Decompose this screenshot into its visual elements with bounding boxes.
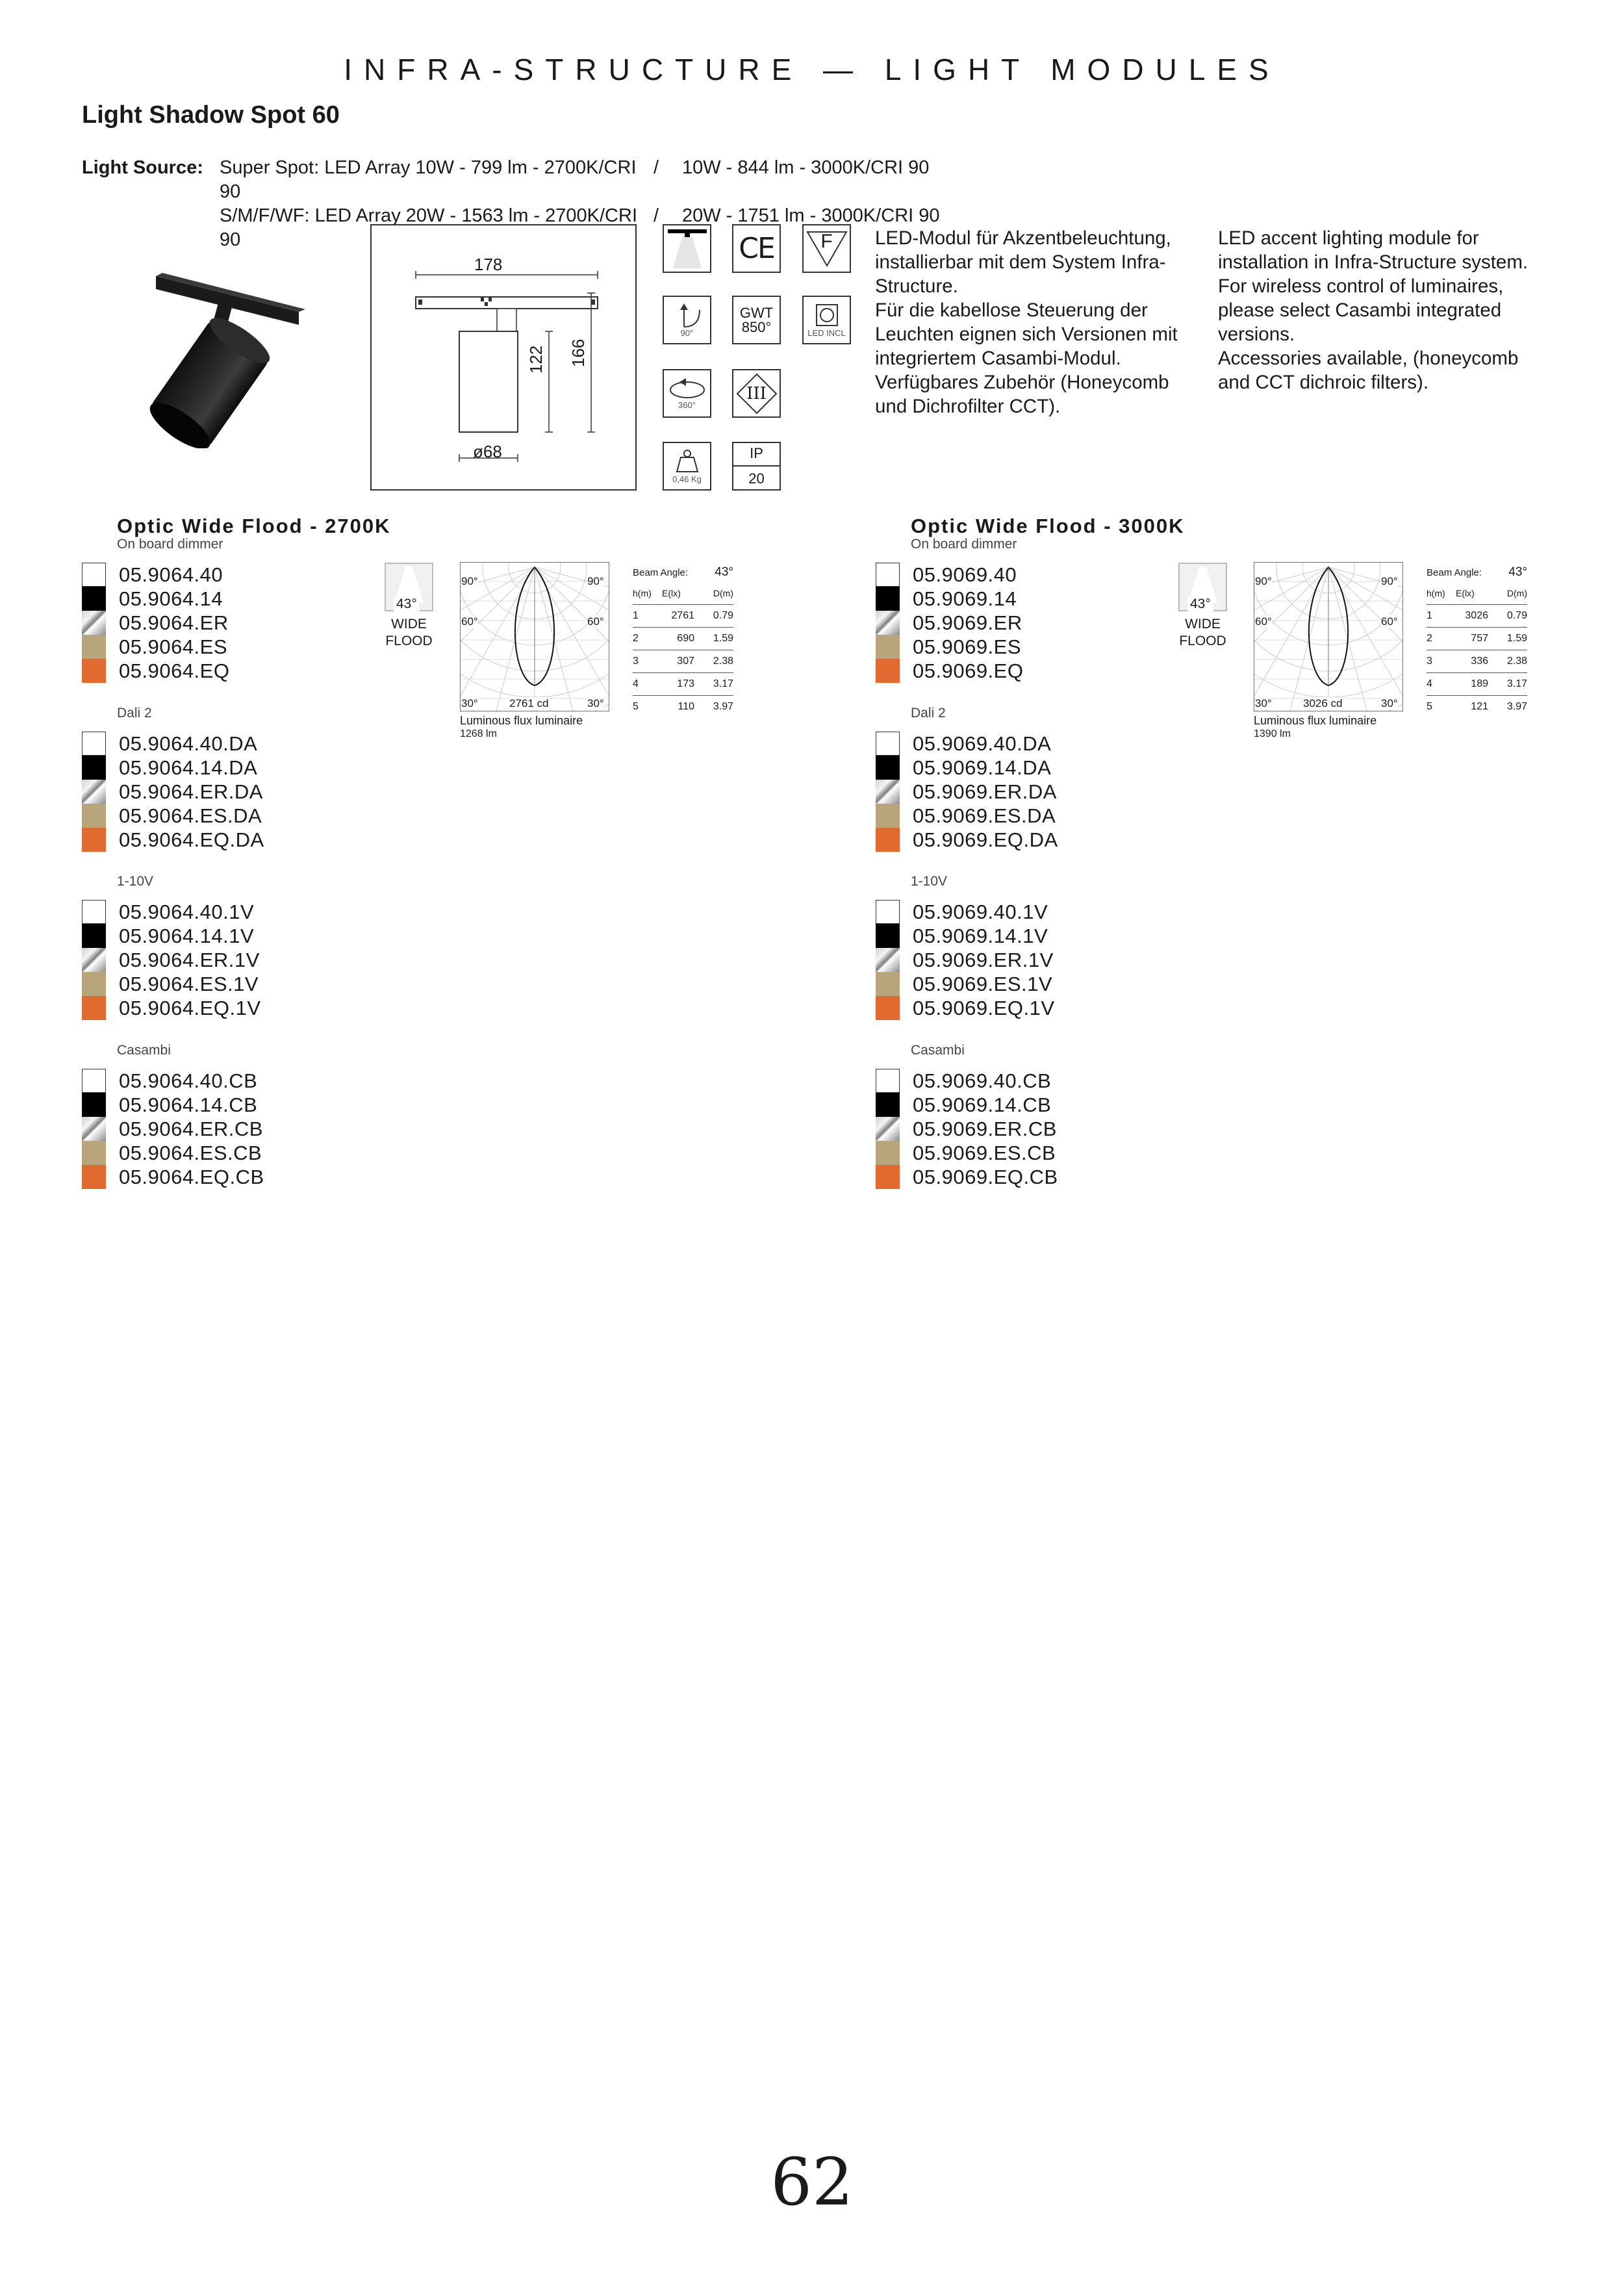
table-cell: 5 bbox=[633, 701, 639, 712]
product-code-row bbox=[876, 972, 1052, 996]
table-row bbox=[1427, 673, 1527, 696]
finish-swatch-white bbox=[82, 732, 106, 756]
flux-value: 1268 lm bbox=[460, 728, 497, 739]
optic-title: Optic Wide Flood - 3000K bbox=[911, 515, 1185, 537]
beam-name bbox=[1172, 616, 1234, 650]
table-row bbox=[633, 696, 733, 718]
polar-label: 60° bbox=[1381, 615, 1398, 628]
finish-swatch-chrome bbox=[82, 948, 106, 972]
finish-swatch-chrome bbox=[876, 780, 900, 804]
table-cell: 757 bbox=[1471, 633, 1488, 644]
tilt-angle-icon bbox=[663, 296, 711, 344]
finish-swatch-copper bbox=[82, 1165, 106, 1189]
table-header: E(lx) bbox=[1456, 588, 1475, 598]
table-header-row bbox=[633, 582, 733, 605]
finish-swatch-gold bbox=[82, 804, 106, 828]
finish-swatch-black bbox=[876, 756, 900, 780]
product-code: 05.9069.EQ.1V bbox=[913, 996, 1055, 1019]
table-header: h(m) bbox=[633, 588, 652, 598]
finish-swatch-white bbox=[876, 1069, 900, 1093]
tilt-angle-text: 90° bbox=[680, 328, 694, 338]
product-code-row bbox=[82, 756, 257, 780]
finish-swatch-white bbox=[876, 900, 900, 924]
table-header: h(m) bbox=[1427, 588, 1445, 598]
product-code-row bbox=[876, 587, 1017, 611]
table-cell: 3 bbox=[633, 656, 639, 667]
finish-swatch-gold bbox=[876, 804, 900, 828]
product-code-row bbox=[876, 659, 1023, 683]
product-code-row bbox=[82, 996, 261, 1020]
description-en-line: and CCT dichroic filters). bbox=[1218, 372, 1429, 393]
description-de-line: Verfügbares Zubehör (Honeycomb bbox=[875, 372, 1169, 393]
table-row bbox=[1427, 628, 1527, 650]
polar-label: 30° bbox=[1381, 697, 1398, 709]
light-source-row1-col1: Super Spot: LED Array 10W - 799 lm - 2700K/CRI 90 bbox=[220, 157, 637, 202]
product-code: 05.9069.14.1V bbox=[913, 924, 1048, 947]
polar-label: 60° bbox=[1255, 615, 1272, 628]
product-code: 05.9064.40.CB bbox=[119, 1069, 258, 1092]
finish-swatch-copper bbox=[82, 996, 106, 1020]
table-cell: 3 bbox=[1427, 656, 1432, 667]
table-cell: 1.59 bbox=[713, 633, 733, 644]
description-en bbox=[1218, 226, 1556, 394]
product-code: 05.9064.40.DA bbox=[119, 732, 258, 755]
product-code: 05.9064.14.1V bbox=[119, 924, 255, 947]
table-cell: 4 bbox=[633, 678, 639, 689]
table-cell: 4 bbox=[1427, 678, 1432, 689]
finish-swatch-chrome bbox=[82, 611, 106, 635]
gwt-value: 850° bbox=[741, 318, 772, 335]
group-label: Casambi bbox=[117, 1043, 171, 1058]
light-source-row1-col2: 10W - 844 lm - 3000K/CRI 90 bbox=[682, 157, 930, 178]
product-code-row bbox=[82, 1165, 264, 1189]
illuminance-table bbox=[633, 563, 733, 718]
finish-swatch-white bbox=[82, 900, 106, 924]
f-mark-text: F bbox=[820, 231, 833, 252]
f-mark-icon bbox=[802, 224, 851, 273]
led-incl-icon bbox=[802, 296, 851, 344]
light-source-row2-col1: S/M/F/WF: LED Array 20W - 1563 lm - 2700K/CRI 90 bbox=[220, 205, 637, 250]
product-code-row bbox=[82, 587, 223, 611]
product-code-row bbox=[876, 996, 1055, 1020]
product-code-row bbox=[876, 1093, 1051, 1117]
product-code: 05.9064.EQ.1V bbox=[119, 996, 261, 1019]
finish-swatch-copper bbox=[876, 996, 900, 1020]
polar-label: 90° bbox=[461, 575, 478, 587]
product-code: 05.9064.ER.DA bbox=[119, 780, 263, 803]
finish-swatch-chrome bbox=[82, 780, 106, 804]
beam-angle-label: 43° bbox=[1187, 596, 1213, 612]
product-code-row bbox=[82, 900, 254, 924]
group-label: On board dimmer bbox=[117, 537, 223, 552]
table-cell: 121 bbox=[1471, 701, 1488, 712]
product-code-row bbox=[876, 900, 1048, 924]
description-de-line: Leuchten eignen sich Versionen mit bbox=[875, 324, 1178, 345]
finish-swatch-gold bbox=[876, 635, 900, 659]
light-source-row2-col2: 20W - 1751 lm - 3000K/CRI 90 bbox=[682, 205, 940, 226]
table-row bbox=[633, 605, 733, 628]
description-de-line: Für die kabellose Steuerung der bbox=[875, 300, 1148, 321]
description-de-line: integriertem Casambi-Modul. bbox=[875, 348, 1121, 369]
product-code: 05.9064.14 bbox=[119, 587, 223, 610]
product-code-row bbox=[82, 659, 229, 683]
product-photo bbox=[117, 260, 312, 448]
product-code-row bbox=[82, 563, 223, 587]
ip-value: 20 bbox=[748, 470, 765, 487]
polar-label: 3026 cd bbox=[1303, 697, 1343, 709]
product-code: 05.9069.ER.CB bbox=[913, 1117, 1057, 1140]
table-cell: 2.38 bbox=[1506, 656, 1527, 667]
table-cell: 5 bbox=[1427, 701, 1432, 712]
table-cell: 1 bbox=[1427, 610, 1432, 621]
product-code-row bbox=[82, 1117, 263, 1141]
product-code: 05.9064.EQ bbox=[119, 659, 230, 682]
weight-icon bbox=[663, 442, 711, 491]
table-beam-value: 43° bbox=[1508, 565, 1527, 579]
description-en-line: Accessories available, (honeycomb bbox=[1218, 348, 1519, 369]
finish-swatch-gold bbox=[82, 972, 106, 996]
gwt-label: GWT bbox=[739, 304, 774, 321]
product-code-row bbox=[82, 780, 263, 804]
table-cell: 189 bbox=[1471, 678, 1488, 689]
product-code-row bbox=[876, 635, 1021, 659]
product-code: 05.9069.14 bbox=[913, 587, 1017, 610]
light-source-label: Light Source: bbox=[82, 157, 203, 178]
table-cell: 2.38 bbox=[713, 656, 733, 667]
weight-bag-icon bbox=[674, 448, 700, 474]
product-code: 05.9069.ER.1V bbox=[913, 948, 1054, 971]
product-code-row bbox=[82, 611, 229, 635]
product-code: 05.9064.40 bbox=[119, 563, 223, 586]
polar-label: 30° bbox=[461, 697, 478, 709]
table-header: E(lx) bbox=[662, 588, 681, 598]
product-code: 05.9064.ER.1V bbox=[119, 948, 260, 971]
finish-swatch-gold bbox=[82, 635, 106, 659]
table-cell: 2 bbox=[1427, 633, 1432, 644]
light-source-row2-sep: / bbox=[653, 205, 659, 226]
page-number: 62 bbox=[770, 2144, 854, 2220]
beam-name-line2: FLOOD bbox=[385, 633, 433, 648]
product-title: Light Shadow Spot 60 bbox=[82, 101, 340, 129]
weight-text: 0,46 Kg bbox=[672, 474, 702, 484]
finish-swatch-white bbox=[876, 732, 900, 756]
product-code-row bbox=[876, 828, 1058, 852]
table-header-row bbox=[1427, 582, 1527, 605]
optic-title: Optic Wide Flood - 2700K bbox=[117, 515, 391, 537]
product-code-row bbox=[876, 924, 1048, 948]
product-code: 05.9069.ER.DA bbox=[913, 780, 1057, 803]
finish-swatch-white bbox=[82, 1069, 106, 1093]
product-code: 05.9069.ES.DA bbox=[913, 804, 1056, 827]
product-code: 05.9064.EQ.CB bbox=[119, 1165, 264, 1188]
ip-rating-icon bbox=[732, 442, 781, 491]
product-code: 05.9064.ES.CB bbox=[119, 1141, 262, 1164]
product-code: 05.9069.14.CB bbox=[913, 1093, 1052, 1116]
table-cell: 173 bbox=[677, 678, 694, 689]
product-code: 05.9064.ES bbox=[119, 635, 228, 658]
group-label: Casambi bbox=[911, 1043, 965, 1058]
flux-value: 1390 lm bbox=[1254, 728, 1291, 739]
product-code: 05.9064.ES.DA bbox=[119, 804, 262, 827]
finish-swatch-white bbox=[876, 563, 900, 587]
product-code: 05.9069.40.DA bbox=[913, 732, 1052, 755]
table-cell: 1 bbox=[633, 610, 639, 621]
dim-width: 178 bbox=[474, 255, 503, 274]
table-cell: 1.59 bbox=[1506, 633, 1527, 644]
table-cell: 690 bbox=[677, 633, 694, 644]
finish-swatch-copper bbox=[876, 659, 900, 683]
product-code-row bbox=[82, 972, 259, 996]
class-text: III bbox=[746, 383, 767, 403]
product-code-row bbox=[876, 804, 1056, 828]
description-de bbox=[875, 226, 1213, 418]
finish-swatch-chrome bbox=[876, 948, 900, 972]
led-incl-text: LED INCL bbox=[807, 328, 846, 338]
product-code-row bbox=[82, 732, 257, 756]
product-code: 05.9069.40.CB bbox=[913, 1069, 1052, 1092]
beam-name-line1: WIDE bbox=[1185, 617, 1221, 632]
gwt-icon bbox=[732, 296, 781, 344]
product-code: 05.9064.ER bbox=[119, 611, 229, 634]
product-code-row bbox=[82, 635, 227, 659]
product-code-row bbox=[82, 1093, 257, 1117]
product-code-row bbox=[82, 1069, 257, 1093]
product-code: 05.9069.ES.1V bbox=[913, 972, 1053, 995]
flux-label: Luminous flux luminaire bbox=[1254, 714, 1377, 727]
rotation-ellipse-icon bbox=[668, 377, 707, 400]
spotlight-beam-icon bbox=[668, 229, 707, 268]
product-code-row bbox=[876, 732, 1051, 756]
product-code: 05.9069.EQ.CB bbox=[913, 1165, 1058, 1188]
finish-swatch-gold bbox=[876, 1141, 900, 1165]
table-cell: 2 bbox=[633, 633, 639, 644]
table-row bbox=[1427, 605, 1527, 628]
polar-label: 60° bbox=[587, 615, 604, 628]
description-de-line: und Dichrofilter CCT). bbox=[875, 396, 1061, 417]
dimension-drawing bbox=[370, 224, 637, 491]
description-de-line: installierbar mit dem System Infra- bbox=[875, 251, 1166, 273]
finish-swatch-copper bbox=[82, 659, 106, 683]
rotation-text: 360° bbox=[678, 400, 696, 410]
product-code-row bbox=[876, 780, 1057, 804]
product-code: 05.9069.40 bbox=[913, 563, 1017, 586]
finish-swatch-black bbox=[82, 756, 106, 780]
table-row bbox=[633, 650, 733, 673]
finish-swatch-copper bbox=[876, 1165, 900, 1189]
product-code-row bbox=[82, 804, 262, 828]
product-code-row bbox=[82, 924, 254, 948]
product-code: 05.9069.EQ bbox=[913, 659, 1024, 682]
product-code: 05.9064.40.1V bbox=[119, 900, 255, 923]
polar-label: 30° bbox=[1255, 697, 1272, 709]
table-header: D(m) bbox=[1506, 588, 1527, 598]
finish-swatch-chrome bbox=[876, 1117, 900, 1141]
finish-swatch-gold bbox=[82, 1141, 106, 1165]
finish-swatch-chrome bbox=[82, 1117, 106, 1141]
product-code-row bbox=[876, 563, 1017, 587]
polar-label: 60° bbox=[461, 615, 478, 628]
table-row bbox=[1427, 650, 1527, 673]
beam-name-line2: FLOOD bbox=[1179, 633, 1226, 648]
polar-label: 90° bbox=[1381, 575, 1398, 587]
finish-swatch-chrome bbox=[876, 611, 900, 635]
table-cell: 0.79 bbox=[1506, 610, 1527, 621]
light-source-row1-sep: / bbox=[653, 157, 659, 178]
product-code: 05.9069.ER bbox=[913, 611, 1022, 634]
table-cell: 3.97 bbox=[1506, 701, 1527, 712]
finish-swatch-black bbox=[82, 924, 106, 948]
class-iii-icon bbox=[732, 369, 781, 418]
ip-label: IP bbox=[750, 444, 763, 461]
group-label: On board dimmer bbox=[911, 537, 1017, 552]
led-chip-icon bbox=[814, 302, 840, 328]
description-en-line: versions. bbox=[1218, 324, 1295, 345]
dim-diameter: ø68 bbox=[473, 442, 502, 461]
page-header: INFRA-STRUCTURE — LIGHT MODULES bbox=[344, 53, 1280, 86]
product-code: 05.9064.ES.1V bbox=[119, 972, 259, 995]
description-en-line: please select Casambi integrated bbox=[1218, 300, 1502, 321]
table-cell: 307 bbox=[677, 656, 694, 667]
group-label: 1-10V bbox=[911, 874, 948, 889]
spot-light-icon bbox=[663, 224, 711, 273]
table-row bbox=[633, 628, 733, 650]
product-code: 05.9064.EQ.DA bbox=[119, 828, 264, 851]
description-en-line: For wireless control of luminaires, bbox=[1218, 275, 1504, 297]
product-code: 05.9064.14.DA bbox=[119, 756, 258, 779]
group-label: Dali 2 bbox=[117, 706, 152, 721]
table-cell: 3.17 bbox=[1506, 678, 1527, 689]
product-code-row bbox=[876, 1165, 1058, 1189]
table-beam-label: Beam Angle: bbox=[633, 567, 689, 578]
product-code-row bbox=[82, 948, 260, 972]
polar-label: 30° bbox=[587, 697, 604, 709]
product-code: 05.9064.ER.CB bbox=[119, 1117, 263, 1140]
description-de-line: LED-Modul für Akzentbeleuchtung, bbox=[875, 227, 1171, 249]
finish-swatch-black bbox=[82, 1093, 106, 1117]
table-cell: 3026 bbox=[1465, 610, 1488, 621]
group-label: 1-10V bbox=[117, 874, 154, 889]
product-code-row bbox=[876, 1141, 1056, 1165]
table-cell: 3.97 bbox=[713, 701, 733, 712]
product-code: 05.9069.40.1V bbox=[913, 900, 1048, 923]
description-en-line: installation in Infra-Structure system. bbox=[1218, 251, 1529, 273]
product-code-row bbox=[876, 611, 1022, 635]
finish-swatch-black bbox=[82, 587, 106, 611]
illuminance-table bbox=[1427, 563, 1527, 718]
ce-mark-text: CE bbox=[739, 232, 774, 265]
table-beam-value: 43° bbox=[715, 565, 733, 579]
product-code-row bbox=[82, 1141, 262, 1165]
product-code-row bbox=[876, 1117, 1057, 1141]
dim-height-total: 166 bbox=[568, 339, 588, 367]
beam-angle-label: 43° bbox=[394, 596, 420, 612]
description-en-line: LED accent lighting module for bbox=[1218, 227, 1479, 249]
product-code: 05.9064.14.CB bbox=[119, 1093, 258, 1116]
finish-swatch-black bbox=[876, 1093, 900, 1117]
dim-height-body: 122 bbox=[526, 345, 546, 374]
finish-swatch-copper bbox=[82, 828, 106, 852]
description-de-line: Structure. bbox=[875, 275, 958, 297]
table-beam-label: Beam Angle: bbox=[1427, 567, 1482, 578]
finish-swatch-gold bbox=[876, 972, 900, 996]
table-row bbox=[1427, 696, 1527, 718]
product-code: 05.9069.ES bbox=[913, 635, 1022, 658]
ce-mark-icon bbox=[732, 224, 781, 273]
product-code: 05.9069.14.DA bbox=[913, 756, 1052, 779]
product-code-row bbox=[82, 828, 264, 852]
table-cell: 3.17 bbox=[713, 678, 733, 689]
beam-name-line1: WIDE bbox=[391, 617, 427, 632]
table-cell: 110 bbox=[678, 701, 694, 712]
table-header: D(m) bbox=[713, 588, 733, 598]
polar-label: 90° bbox=[1255, 575, 1272, 587]
table-cell: 336 bbox=[1471, 656, 1488, 667]
product-code-row bbox=[876, 1069, 1051, 1093]
finish-swatch-white bbox=[82, 563, 106, 587]
product-code-row bbox=[876, 948, 1054, 972]
table-cell: 0.79 bbox=[713, 610, 733, 621]
group-label: Dali 2 bbox=[911, 706, 946, 721]
table-cell: 2761 bbox=[671, 610, 694, 621]
finish-swatch-black bbox=[876, 924, 900, 948]
product-code-row bbox=[876, 756, 1051, 780]
finish-swatch-black bbox=[876, 587, 900, 611]
product-code: 05.9069.ES.CB bbox=[913, 1141, 1056, 1164]
polar-label: 2761 cd bbox=[509, 697, 549, 709]
tilt-arrow-icon bbox=[671, 302, 704, 328]
beam-name bbox=[378, 616, 440, 650]
rotation-icon bbox=[663, 369, 711, 418]
finish-swatch-copper bbox=[876, 828, 900, 852]
table-row bbox=[633, 673, 733, 696]
polar-label: 90° bbox=[587, 575, 604, 587]
product-code: 05.9069.EQ.DA bbox=[913, 828, 1058, 851]
flux-label: Luminous flux luminaire bbox=[460, 714, 583, 727]
